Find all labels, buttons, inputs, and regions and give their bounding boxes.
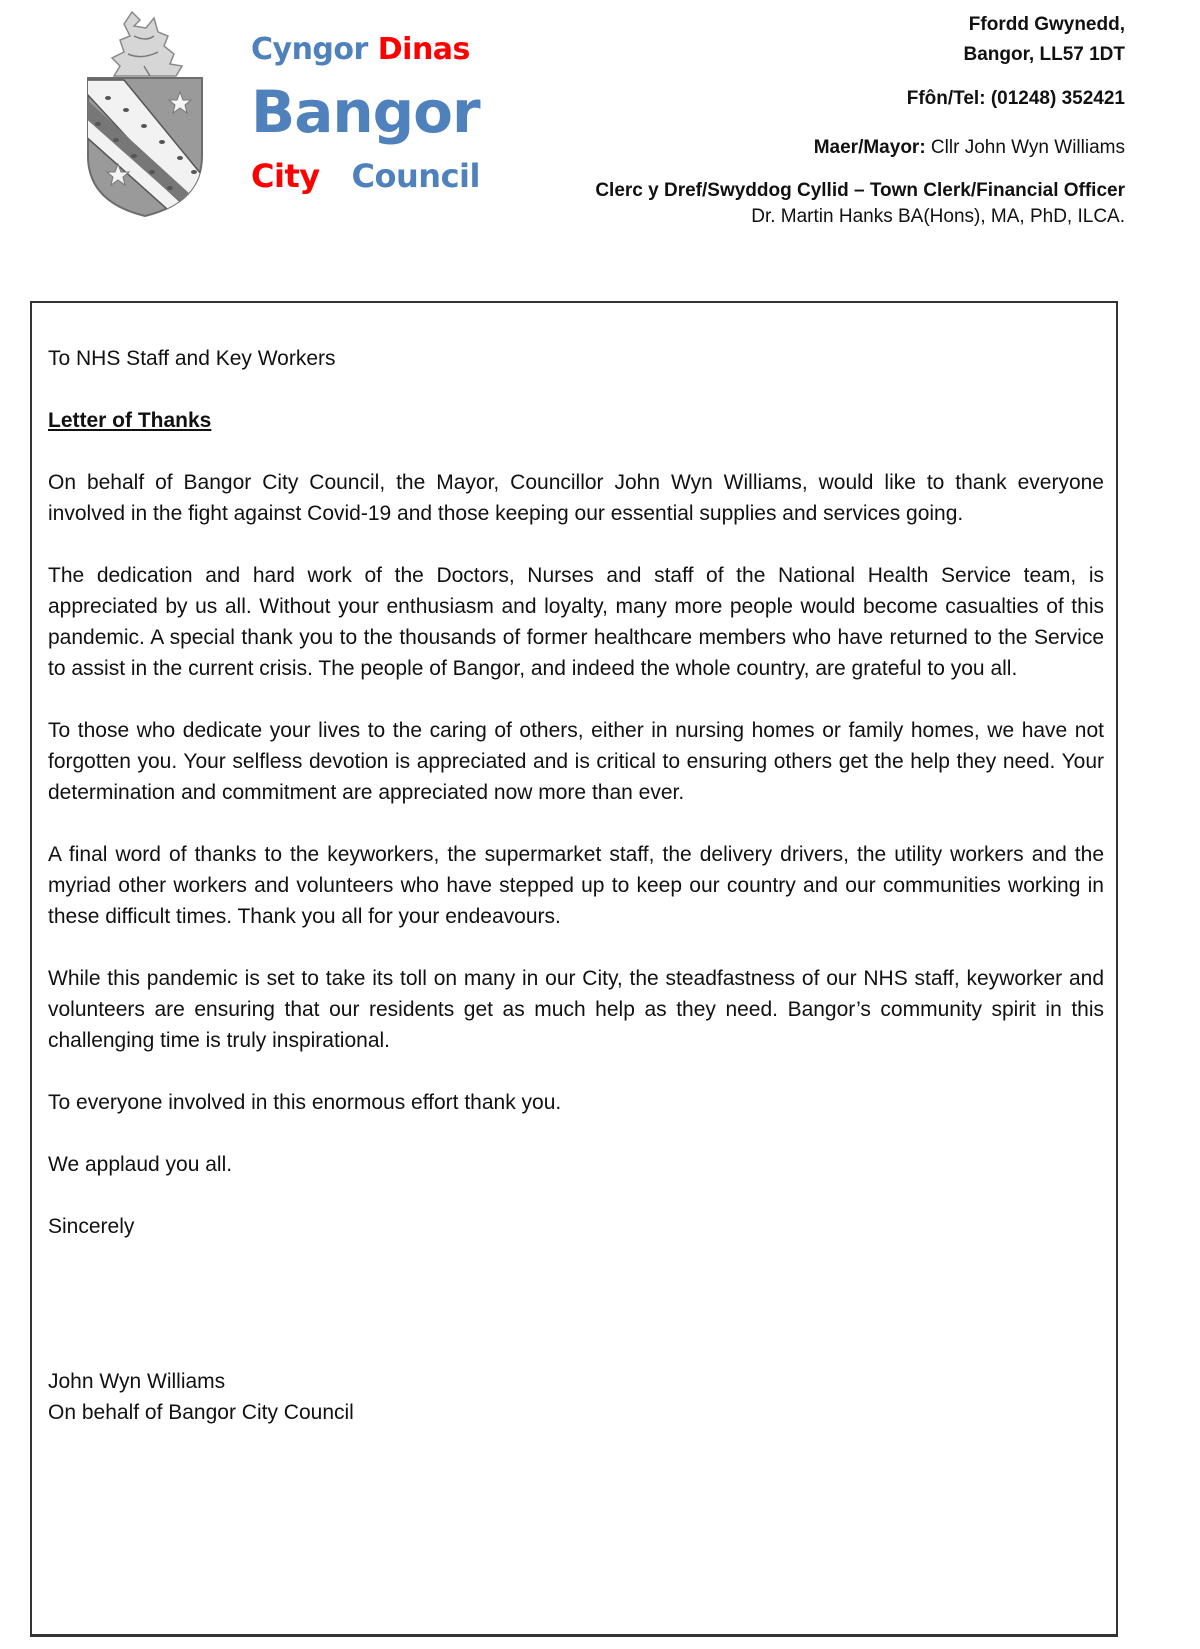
council-brand [251, 28, 511, 200]
brand-city: City [251, 157, 320, 195]
paragraph-6: To everyone involved in this enormous effort thank you. [48, 1091, 562, 1114]
clerk-name: Dr. Martin Hanks BA(Hons), MA, PhD, ILCA. [751, 206, 1125, 227]
brand-bangor: Bangor [251, 78, 480, 146]
clerk-title: Clerc y Dref/Swyddog Cyllid – Town Clerk/Financial Officer [595, 180, 1125, 201]
brand-cyngor: Cyngor [251, 32, 368, 67]
salutation: To NHS Staff and Key Workers [48, 347, 336, 370]
contact-block [595, 10, 1125, 230]
paragraph-1: On behalf of Bangor City Council, the Mayor, Councillor John Wyn Williams, would like to thank everyone involved in the fight against Covid-19 and those keeping our essential supplies and services going. [48, 471, 1104, 525]
mayor-name: Cllr John Wyn Williams [930, 137, 1125, 158]
brand-line-welsh [251, 28, 511, 72]
mayor-line [595, 134, 1125, 162]
letter-body [48, 343, 1104, 1428]
address-line-1: Ffordd Gwynedd, [968, 14, 1125, 35]
paragraph-4: A final word of thanks to the keyworkers, the supermarket staff, the delivery drivers, the utility workers and the myriad other workers and volunteers who have stepped up to keep our country and our communities working in these difficult times. Thank you all for your endeavours. [48, 843, 1104, 928]
letter-title: Letter of Thanks [48, 409, 212, 432]
signature-block [48, 1366, 1104, 1428]
signature-org: On behalf of Bangor City Council [48, 1401, 354, 1424]
phone-number: Ffôn/Tel: (01248) 352421 [906, 88, 1125, 109]
brand-dinas: Dinas [377, 32, 470, 67]
mayor-label: Maer/Mayor: [813, 137, 926, 158]
coat-of-arms-icon [84, 6, 206, 220]
paragraph-2: The dedication and hard work of the Doctors, Nurses and staff of the National Health Service team, is appreciated by us all. Without your enthusiasm and loyalty, many more people would become casualties of this pandemic. A special thank you to the thousands of former healthcare members who have returned to the Service to assist in the current crisis. The people of Bangor, and indeed the whole country, are grateful to you all. [48, 564, 1104, 680]
brand-line-english [251, 152, 511, 200]
closing: Sincerely [48, 1215, 135, 1238]
paragraph-3: To those who dedicate your lives to the caring of others, either in nursing homes or family homes, we have not forgotten you. Your selfless devotion is appreciated and is critical to ensuring others get the help they need. Your determination and commitment are appreciated now more than ever. [48, 719, 1104, 804]
paragraph-5: While this pandemic is set to take its toll on many in our City, the steadfastness of our NHS staff, keyworker and volunteers are ensuring that our residents get as much help as they need. Bangor’s community spirit in this challenging time is truly inspirational. [48, 967, 1104, 1052]
address-line-2: Bangor, LL57 1DT [963, 44, 1125, 65]
brand-council: Council [351, 157, 480, 195]
signature-name: John Wyn Williams [48, 1370, 226, 1393]
paragraph-7: We applaud you all. [48, 1153, 233, 1176]
